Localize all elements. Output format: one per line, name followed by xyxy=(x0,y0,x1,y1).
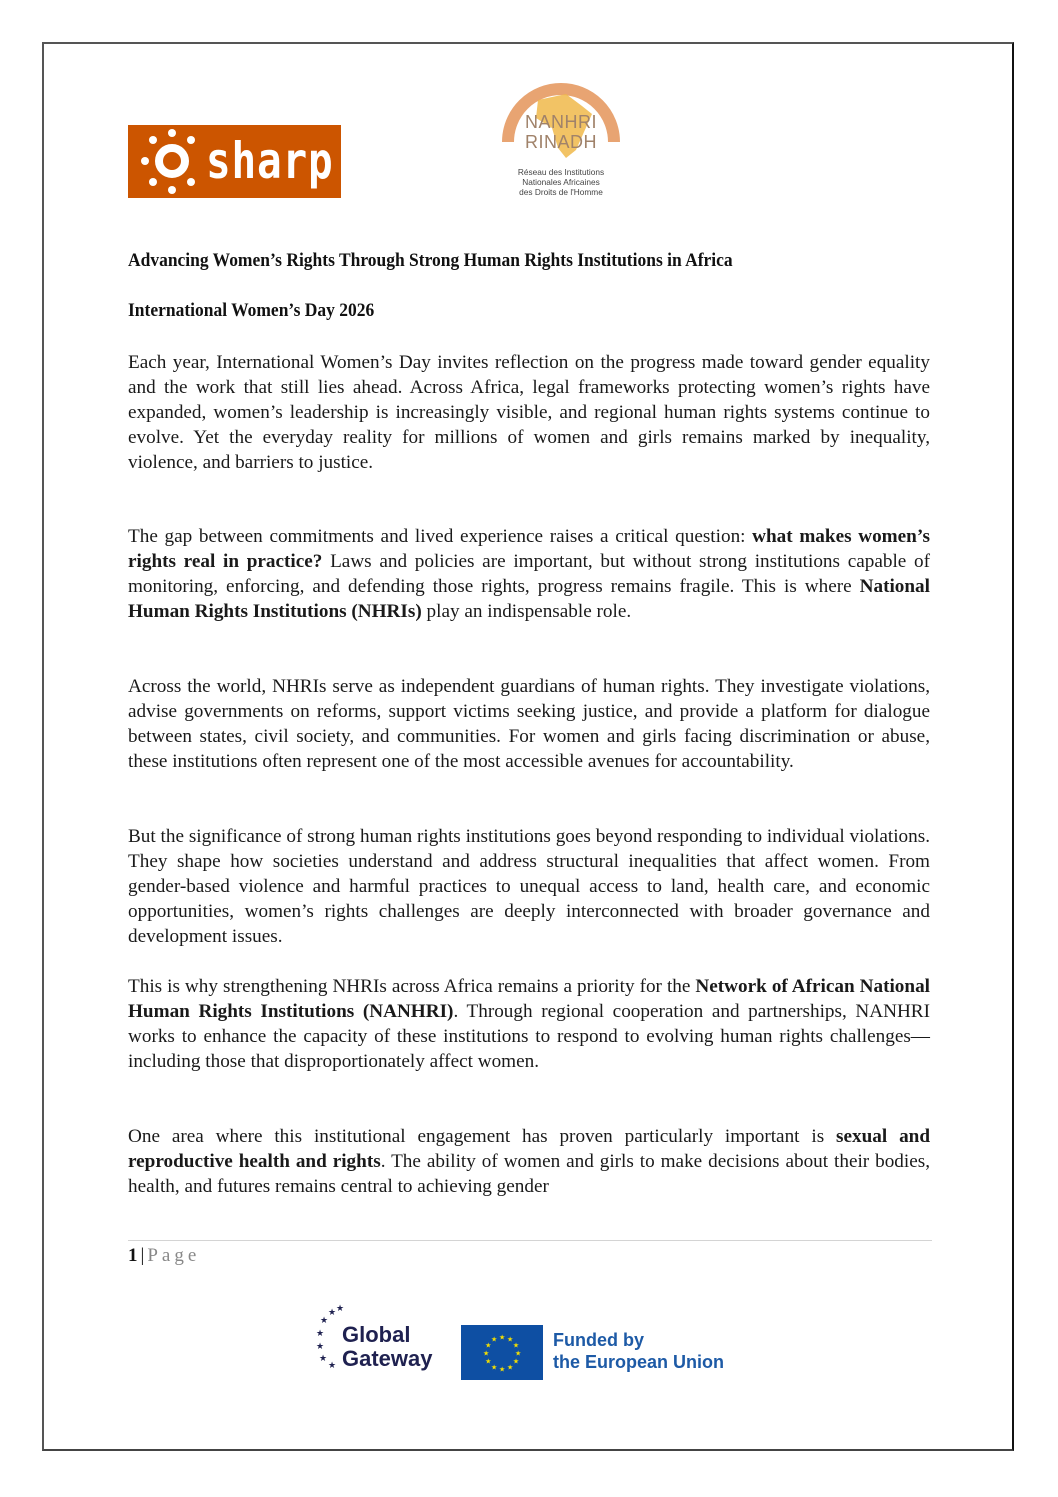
svg-text:★: ★ xyxy=(316,1341,325,1351)
eu-flag-icon xyxy=(461,1325,543,1380)
page-label: Page xyxy=(147,1245,201,1266)
eu-star-icon: ★ xyxy=(507,1335,514,1344)
eu-funding-line1: Funded by xyxy=(553,1330,644,1350)
svg-text:★: ★ xyxy=(319,1353,328,1363)
paragraph xyxy=(128,824,930,949)
text-segment: . The ability of women and girls to make decisions about their bodies, health, and futures remains central to achieving gender xyxy=(128,1151,930,1197)
eu-star-icon: ★ xyxy=(491,1363,498,1372)
text-segment: Across the world, NHRIs serve as independent guardians of human rights. They investigate violations, advise governments on reforms, support victims seeking justice, and provide a platform for dialogue between states, civil society, and communities. For women and girls facing discrimination or abuse, these institutions often represent one of the most accessible avenues for accountability. xyxy=(128,676,930,772)
text-segment: Laws and policies are important, but without strong institutions capable of monitoring, enforcing, and defending those rights, progress remains fragile. This is where xyxy=(128,551,930,597)
paragraph xyxy=(128,524,930,624)
global-gateway-line1: Global xyxy=(342,1322,411,1347)
footer-divider xyxy=(128,1240,932,1241)
nanhri-title-fr: RINADH xyxy=(524,132,597,152)
nanhri-title-en: NANHRI xyxy=(524,112,597,132)
eu-star-icon: ★ xyxy=(483,1349,490,1358)
eu-star-icon: ★ xyxy=(515,1349,522,1358)
nanhri-logo xyxy=(496,62,626,197)
osharp-logo-text: sharp xyxy=(206,132,334,190)
text-segment: play an indispensable role. xyxy=(421,601,632,622)
eu-star-icon: ★ xyxy=(499,1333,506,1342)
text-segment: But the significance of strong human rights institutions goes beyond responding to individual violations. They shape how societies understand and address structural inequalities that affect women. From gender-based violence and harmful practices to unequal access to land, health care, and economic opportunities, women’s rights challenges are deeply interconnected with broader governance and development issues. xyxy=(128,826,930,947)
bold-phrase: Network of African National Human Rights Institutions (NANHRI) xyxy=(128,976,930,1022)
sun-icon xyxy=(128,125,208,198)
text-segment: One area where this institutional engagement has proven particularly important is xyxy=(128,1126,837,1147)
page-number xyxy=(128,1245,200,1267)
nanhri-subtitle-line: des Droits de l'Homme xyxy=(519,187,603,197)
text-segment: The gap between commitments and lived experience raises a critical question: xyxy=(128,526,753,547)
paragraph xyxy=(128,1124,930,1199)
eu-star-icon: ★ xyxy=(512,1357,520,1366)
global-gateway-line2: Gateway xyxy=(342,1346,433,1371)
bold-phrase: National Human Rights Institutions (NHRIs) xyxy=(128,576,930,622)
nanhri-subtitle-line: Réseau des Institutions xyxy=(517,167,605,177)
svg-text:★: ★ xyxy=(328,1307,337,1317)
osharp-logo xyxy=(128,125,341,198)
svg-text:★: ★ xyxy=(336,1303,345,1313)
bold-phrase: what makes women’s rights real in practice? xyxy=(128,526,930,572)
paragraph xyxy=(128,350,930,475)
text-segment: . Through regional cooperation and partnerships, NANHRI works to enhance the capacity of these institutions to respond to evolving human rights challenges—including those that disproportionately affect women. xyxy=(128,1001,930,1072)
nanhri-subtitle-line: Nationales Africaines xyxy=(522,177,600,187)
eu-star-icon: ★ xyxy=(512,1341,520,1350)
text-segment: Each year, International Women’s Day invites reflection on the progress made toward gender equality and the work that still lies ahead. Across Africa, legal frameworks protecting women’s rights have expanded, women’s leadership is increasingly visible, and regional human rights systems continue to evolve. Yet the everyday reality for millions of women and girls remains marked by inequality, violence, and barriers to justice. xyxy=(128,352,930,473)
document-title: Advancing Women’s Rights Through Strong Human Rights Institutions in Africa xyxy=(128,250,733,271)
document-subtitle: International Women’s Day 2026 xyxy=(128,300,375,321)
eu-star-icon: ★ xyxy=(491,1335,498,1344)
eu-funding-line2: the European Union xyxy=(553,1352,724,1372)
paragraph xyxy=(128,674,930,774)
bold-phrase: sexual and reproductive health and rights xyxy=(128,1126,930,1172)
eu-star-icon: ★ xyxy=(485,1341,492,1350)
global-gateway-logo xyxy=(316,1303,451,1375)
svg-text:★: ★ xyxy=(328,1360,337,1370)
eu-star-icon: ★ xyxy=(485,1357,492,1366)
paragraph xyxy=(128,974,930,1074)
eu-star-icon: ★ xyxy=(507,1363,514,1372)
page-number-value: 1 xyxy=(128,1245,138,1266)
text-segment: This is why strengthening NHRIs across Africa remains a priority for the xyxy=(128,976,696,997)
page-separator: | xyxy=(140,1245,145,1266)
svg-text:★: ★ xyxy=(316,1328,325,1338)
eu-star-icon: ★ xyxy=(499,1365,506,1374)
svg-text:★: ★ xyxy=(320,1315,329,1325)
